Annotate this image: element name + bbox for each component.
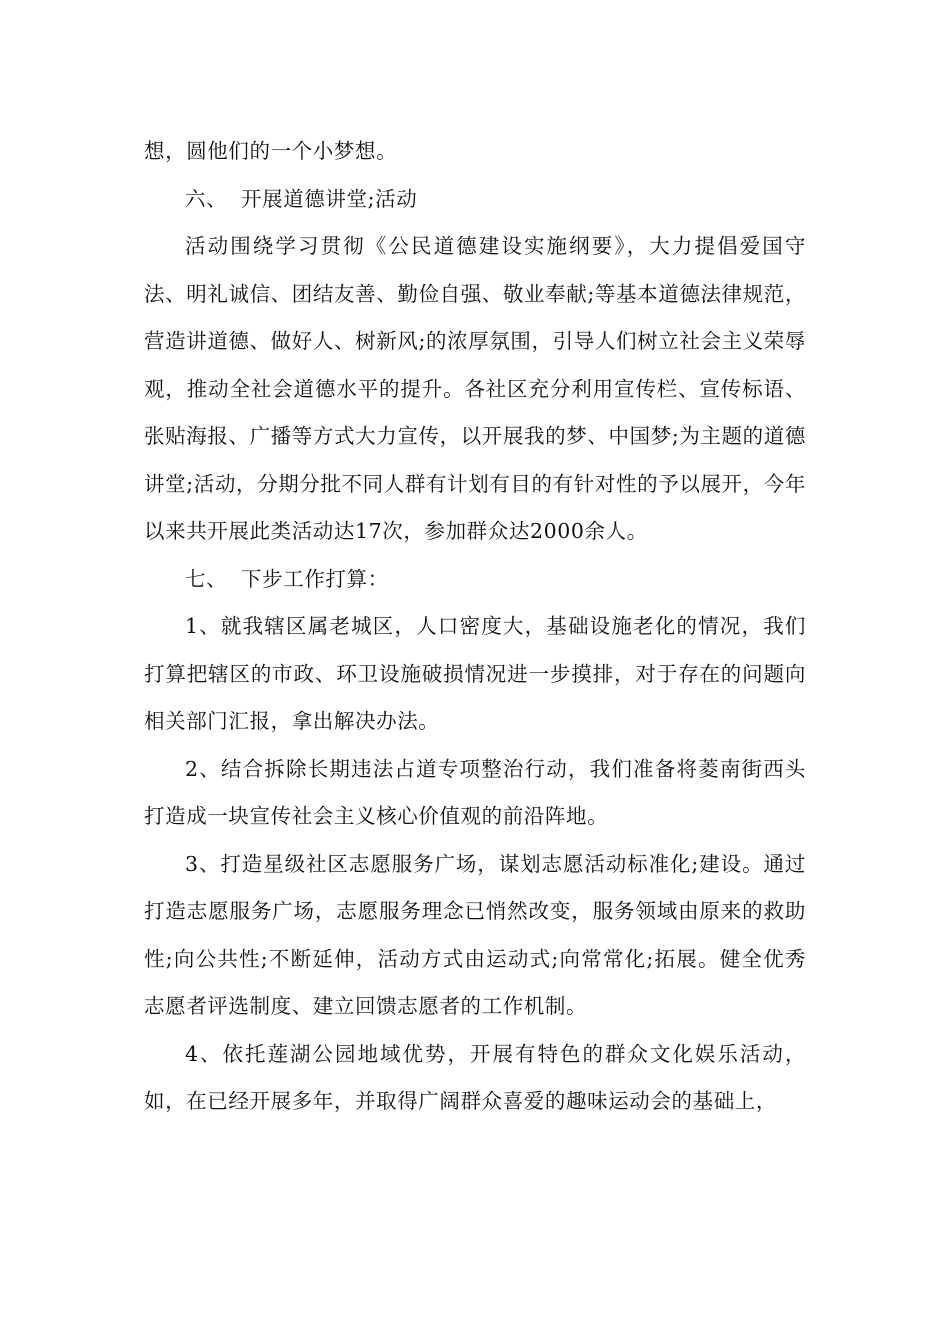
section-number: 六、 [185,186,228,211]
section-title: 开展道德讲堂;活动 [241,186,418,211]
paragraph-plan-1: 1、就我辖区属老城区，人口密度大，基础设施老化的情况，我们打算把辖区的市政、环卫设施破损情况进一步摸排，对于存在的问题向相关部门汇报，拿出解决办法。 [144,614,806,733]
section-heading-6 [144,176,806,224]
section-heading-7 [144,556,806,604]
paragraph-moral-lecture: 活动围绕学习贯彻《公民道德建设实施纲要》，大力提倡爱国守法、明礼诚信、团结友善、勤俭自强、敬业奉献;等基本道德法律规范，营造讲道德、做好人、树新风;的浓厚氛围，引导人们树立社会主义荣辱观，推动全社会道德水平的提升。各社区充分利用宣传栏、宣传标语、张贴海报、广播等方式大力宣传，以开展我的梦、中国梦;为主题的道德讲堂;活动，分期分批不同人群有计划有目的有针对性的予以展开，今年以来共开展此类活动达17次，参加群众达2000余人。 [144,234,806,543]
section-number: 七、 [185,566,228,591]
document-body [144,128,806,1126]
paragraph-plan-2: 2、结合拆除长期违法占道专项整治行动，我们准备将菱南街西头打造成一块宣传社会主义核心价值观的前沿阵地。 [144,756,806,828]
paragraph-plan-4: 4、依托莲湖公园地域优势，开展有特色的群众文化娱乐活动，如，在已经开展多年，并取得广阔群众喜爱的趣味运动会的基础上， [144,1041,806,1113]
paragraph-continuation: 想，圆他们的一个小梦想。 [144,139,398,163]
paragraph-plan-3: 3、打造星级社区志愿服务广场，谋划志愿活动标准化;建设。通过打造志愿服务广场，志愿服务理念已悄然改变，服务领域由原来的救助性;向公共性;不断延伸，活动方式由运动式;向常常化;拓展。健全优秀志愿者评选制度、建立回馈志愿者的工作机制。 [144,851,806,1018]
section-title: 下步工作打算： [241,566,389,591]
